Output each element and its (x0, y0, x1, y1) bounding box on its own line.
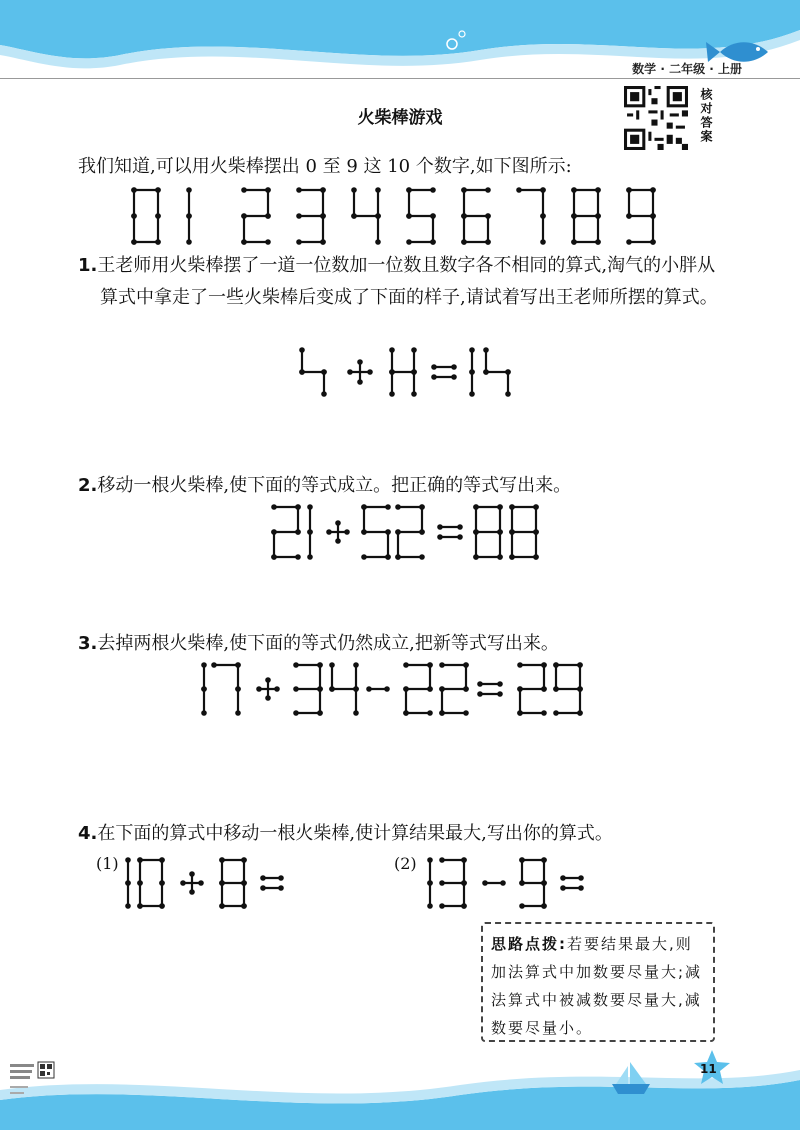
matchstick-glyph (219, 857, 247, 909)
intro-text: 我们知道,可以用火柴棒摆出 0 至 9 这 10 个数字,如下图所示: (78, 156, 572, 177)
q4-part-1-equation (122, 855, 302, 911)
matchstick-glyph (351, 187, 381, 245)
matchstick-glyph (299, 347, 327, 397)
equals-sign (437, 524, 463, 540)
equals-sign (477, 681, 503, 697)
matchstick-glyph (516, 187, 546, 245)
question-number: 3. (78, 633, 98, 654)
matchstick-glyph (131, 187, 161, 245)
matchstick-glyph (125, 857, 131, 909)
book-info: 数学 · 二年级 · 上册 (632, 62, 742, 76)
page-title: 火柴棒游戏 (357, 108, 443, 128)
q4-part-1-label: (1) (96, 854, 119, 873)
hint-box (481, 922, 715, 1042)
question-number: 2. (78, 475, 98, 496)
hint-text: 若要结果最大,则加法算式中加数要尽量大;减法算式中被减数要尽量大,减数要尽量小。 (491, 935, 703, 1037)
matchstick-glyph (483, 347, 511, 397)
plus-sign (256, 677, 280, 701)
matchstick-glyph (186, 187, 192, 245)
matchstick-glyph (509, 504, 539, 560)
question-1 (78, 250, 718, 314)
matchstick-glyph (461, 187, 491, 245)
question-text: 王老师用火柴棒摆了一道一位数加一位数且数字各不相同的算式,淘气的小胖从算式中拿走了一些火柴棒后变成了下面的样子,请试着写出王老师所摆的算式。 (97, 255, 718, 308)
matchstick-glyph (439, 662, 469, 716)
header-rule (0, 78, 800, 79)
question-4 (78, 818, 718, 850)
matchstick-glyph (307, 504, 313, 560)
matchstick-glyph (571, 187, 601, 245)
question-text: 在下面的算式中移动一根火柴棒,使计算结果最大,写出你的算式。 (97, 823, 613, 844)
question-3 (78, 628, 718, 660)
q2-matchstick-equation (268, 502, 558, 564)
equals-sign (431, 364, 457, 380)
q3-matchstick-equation (198, 660, 608, 720)
matchstick-digits-row (128, 186, 668, 248)
matchstick-glyph (469, 347, 475, 397)
matchstick-glyph (211, 662, 241, 716)
question-2 (78, 470, 718, 502)
matchstick-glyph (395, 504, 425, 560)
question-number: 4. (78, 823, 98, 844)
matchstick-glyph (137, 857, 165, 909)
publisher-mark-icon (10, 1060, 56, 1100)
matchstick-glyph (389, 347, 417, 397)
question-text: 去掉两根火柴棒,使下面的等式仍然成立,把新等式写出来。 (97, 633, 559, 654)
matchstick-glyph (473, 504, 503, 560)
footer-wave-decoration (0, 1040, 800, 1130)
matchstick-glyph (406, 187, 436, 245)
matchstick-glyph (296, 187, 326, 245)
question-text: 移动一根火柴棒,使下面的等式成立。把正确的等式写出来。 (97, 475, 572, 496)
matchstick-glyph (626, 187, 656, 245)
matchstick-glyph (241, 187, 271, 245)
equals-sign (560, 875, 584, 891)
minus-sign (482, 880, 506, 886)
matchstick-glyph (519, 857, 547, 909)
matchstick-glyph (329, 662, 359, 716)
matchstick-glyph (553, 662, 583, 716)
question-number: 1. (78, 255, 98, 276)
matchstick-glyph (271, 504, 301, 560)
matchstick-glyph (361, 504, 391, 560)
hint-title: 思路点拨: (491, 935, 567, 953)
matchstick-glyph (517, 662, 547, 716)
q4-part-2-label: (2) (394, 854, 417, 873)
q1-matchstick-equation (296, 344, 526, 400)
plus-sign (180, 871, 204, 895)
matchstick-glyph (427, 857, 433, 909)
minus-sign (366, 686, 390, 692)
matchstick-glyph (403, 662, 433, 716)
page-number: 11 (700, 1062, 717, 1076)
matchstick-glyph (439, 857, 467, 909)
equals-sign (260, 875, 284, 891)
matchstick-glyph (293, 662, 323, 716)
qr-label: 核对答案 (699, 88, 713, 144)
plus-sign (347, 359, 373, 385)
matchstick-glyph (201, 662, 207, 716)
qr-code-icon (624, 86, 688, 150)
q4-part-2-equation (424, 855, 604, 911)
plus-sign (326, 520, 350, 544)
